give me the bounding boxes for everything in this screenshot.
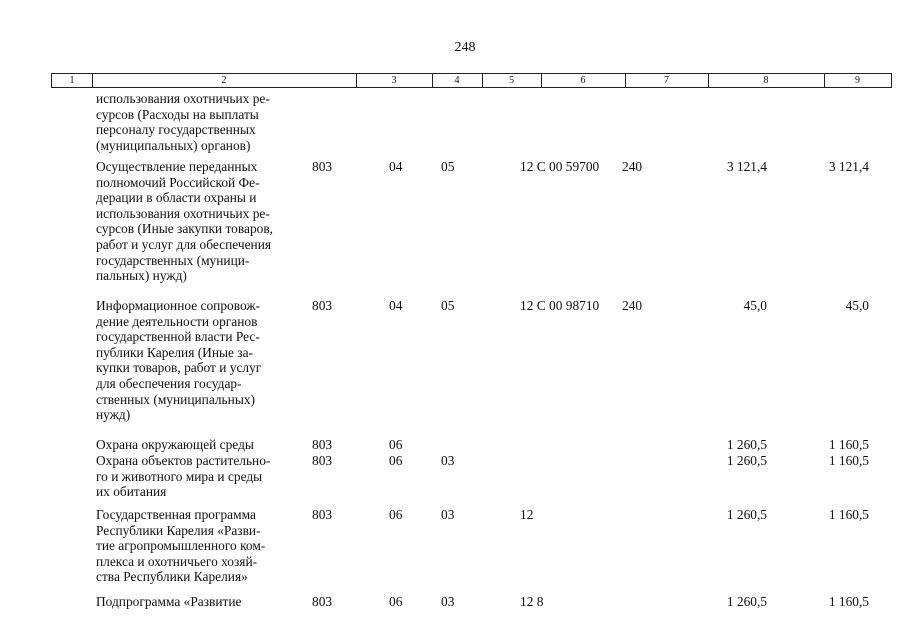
amount-col-9: 3 121,4 <box>828 159 869 174</box>
header-col-3: 3 <box>391 75 397 86</box>
row-name: использования охотничьих ре- сурсов (Расходы на выплаты персоналу государственных (муниципальных) органов) <box>96 91 270 153</box>
header-col-1: 1 <box>69 75 75 86</box>
target-article-code: 12 С 00 59700 <box>520 159 600 174</box>
page-number: 248 <box>454 40 476 55</box>
amount-col-8: 45,0 <box>743 298 767 313</box>
row-name: Подпрограмма «Развитие <box>96 594 242 609</box>
section-code: 06 <box>389 507 403 522</box>
grbs-code: 803 <box>312 437 333 452</box>
subsection-code: 03 <box>441 507 455 522</box>
amount-col-8: 1 260,5 <box>726 453 767 468</box>
section-code: 04 <box>389 159 403 174</box>
amount-col-9: 1 160,5 <box>828 453 869 468</box>
expense-type-code: 240 <box>622 298 643 313</box>
row-name: Охрана объектов растительно- го и животного мира и среды их обитания <box>96 453 271 500</box>
header-col-5: 5 <box>509 75 514 86</box>
row-name: Охрана окружающей среды <box>96 437 254 452</box>
section-code: 04 <box>389 298 403 313</box>
subsection-code: 05 <box>441 159 455 174</box>
grbs-code: 803 <box>312 298 333 313</box>
header-col-2: 2 <box>221 75 227 86</box>
row-name: Информационное сопровож- дение деятельности органов государственной власти Рес- публики Карелия (Иные за- купки товаров, работ и услуг для обеспечения государ- ственных (муниципальных) нужд) <box>96 298 262 423</box>
table-header <box>51 73 892 88</box>
amount-col-8: 3 121,4 <box>726 159 767 174</box>
grbs-code: 803 <box>312 159 333 174</box>
header-col-4: 4 <box>454 75 460 86</box>
section-code: 06 <box>389 453 403 468</box>
header-col-8: 8 <box>763 75 769 86</box>
target-article-code: 12 С 00 98710 <box>520 298 600 313</box>
header-col-9: 9 <box>855 75 860 86</box>
subsection-code: 03 <box>441 453 455 468</box>
row-name: Осуществление переданных полномочий Российской Фе- дерации в области охраны и использования охотничьих ре- сурсов (Иные закупки товаров, работ и услуг для обеспечения государственных (муници- пальных) нужд) <box>96 159 274 284</box>
target-article-code: 12 <box>520 507 534 522</box>
header-col-6: 6 <box>580 75 586 86</box>
grbs-code: 803 <box>312 453 333 468</box>
amount-col-9: 1 160,5 <box>828 594 869 609</box>
header-col-7: 7 <box>664 75 669 86</box>
amount-col-8: 1 260,5 <box>726 507 767 522</box>
grbs-code: 803 <box>312 507 333 522</box>
amount-col-9: 1 160,5 <box>828 507 869 522</box>
expense-type-code: 240 <box>622 159 643 174</box>
section-code: 06 <box>389 594 403 609</box>
amount-col-9: 1 160,5 <box>828 437 869 452</box>
row-name: Государственная программа Республики Карелия «Разви- тие агропромышленного ком- плекса и охотничьего хозяй- ства Республики Карелия» <box>96 507 266 585</box>
amount-col-8: 1 260,5 <box>726 594 767 609</box>
subsection-code: 03 <box>441 594 455 609</box>
target-article-code: 12 8 <box>520 594 544 609</box>
subsection-code: 05 <box>441 298 455 313</box>
section-code: 06 <box>389 437 403 452</box>
grbs-code: 803 <box>312 594 333 609</box>
amount-col-8: 1 260,5 <box>726 437 767 452</box>
amount-col-9: 45,0 <box>845 298 869 313</box>
